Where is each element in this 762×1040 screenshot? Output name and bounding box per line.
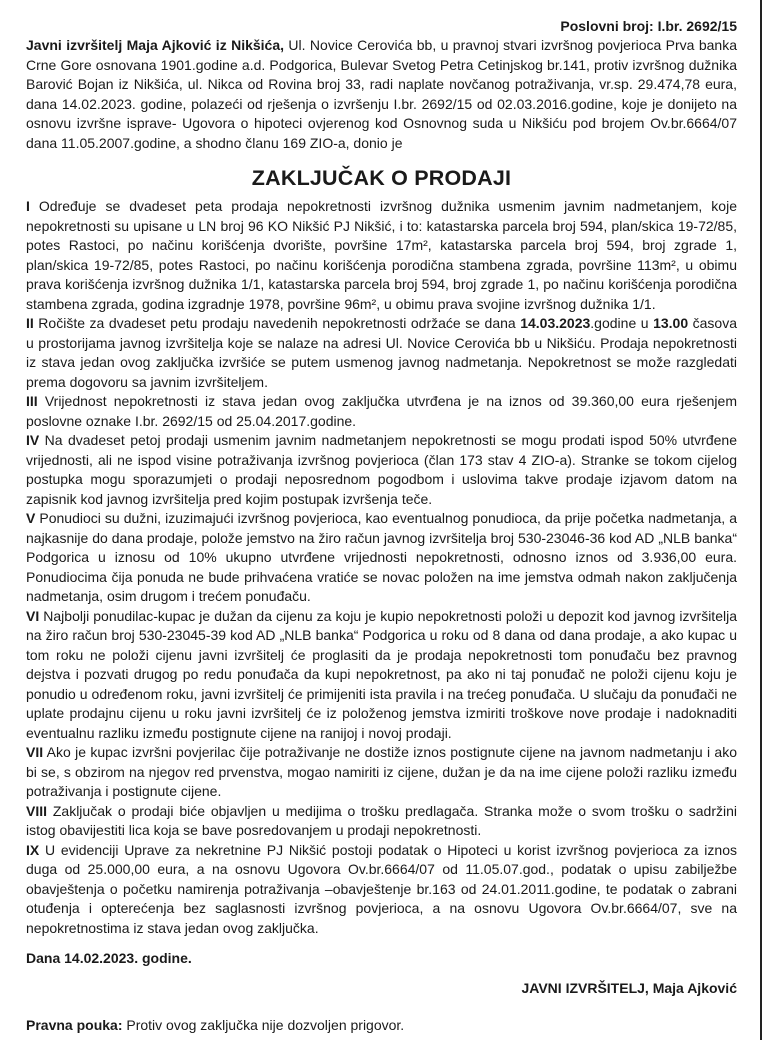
intro-paragraph [26, 36, 737, 153]
section-text: Ročište za dvadeset petu prodaju navedenih nepokretnosti održaće se dana [33, 315, 521, 331]
legal-note-text: Protiv ovog zaključka nije dozvoljen prigovor. [122, 1017, 405, 1033]
document-title: ZAKLJUČAK O PRODAJI [251, 166, 512, 190]
executor-name: Javni izvršitelj Maja Ajković iz Nikšića, [26, 37, 285, 53]
section-number: V [26, 510, 36, 526]
section-6 [26, 607, 737, 744]
section-text: .godine u [590, 315, 654, 331]
section-number: VIII [26, 802, 48, 819]
section-text: Vrijednost nepokretnosti iz stava jedan ovog zaključka utvrđena je na iznos od 39.360,00 eura rješenjem poslovne oznake I.br. 2692/15 od 25.04.2017.godine. [26, 393, 737, 429]
issue-date: Dana 14.02.2023. godine. [26, 950, 192, 966]
section-4 [26, 431, 737, 509]
section-number: VI [26, 607, 40, 624]
section-text: U evidenciji Uprave za nekretnine PJ Nikšić postoji podatak o Hipoteci u korist izvršnog povjerioca za iznos duga od 25.000,00 eura, a na osnovu Ugovora Ov.br.6664/07 od 11.05.07.god., podatak o upisu zabilježbe obavještenja o početku namirenja potraživanja –obavještenje br.163 od 24.01.2011.godine, te podatak o zabrani otuđenja i opterećenja bez saglasnosti izvršnog povjerioca, a na osnovu Ugovora Ov.br.6664/07, sve na nepokretnostima iz stava jedan ovog zaključka. [26, 841, 737, 936]
section-number: III [26, 393, 38, 409]
section-number: II [26, 315, 34, 331]
section-text: Zaključak o prodaji biće objavljen u medijima o trošku predlagača. Stranka može o svom trošku o sadržini istog obavijestiti lica koja se bave posredovanjem u prodaji nepokretnosti. [26, 802, 737, 838]
legal-note-label: Pravna pouka: [26, 1017, 123, 1033]
section-text: časova u prostorijama javnog izvršitelja koje se nalaze na adresi Ul. Novice Cerovića bb u Nikšiću. Prodaja nepokretnosti iz stava jedan ovog zaključka izvršiće se putem usmenog javnog nadmetanja. Nepokretnost se može razgledati prema dogovoru sa javnim izvršiteljem. [26, 315, 738, 390]
section-number: I [26, 198, 30, 214]
section-number: IV [26, 432, 40, 448]
section-text: Ponudioci su dužni, izuzimajući izvršnog povjerioca, kao eventualnog ponudioca, da prije početka nadmetanja, a najkasnije do dana prodaje, polože jemstvo na žiro račun javnog izvršitelja broj 530-23046-36 kod AD „NLB banka“ Podgorica u iznosu od 10% ukupno utvrđene vrijednosti nepokretnosti, odnosno iznos od 3.936,00 eura. Ponudiocima čija ponuda ne bude prihvaćena vratiće se novac položen na ime jemstva odmah nakon zaključenja nadmetanja, osim drugom i trećem ponuđaču. [26, 510, 737, 604]
hearing-date: 14.03.2023 [520, 315, 591, 331]
section-text: Određuje se dvadeset peta prodaja nepokretnosti izvršnog dužnika usmenim javnim nadmetanjem, koje nepokretnosti su upisane u LN broj 96 KO Nikšić PJ Nikšić, i to: katastarska parcela broj 594, plan/skica 19-72/85, potes Rastoci, po načinu korišćenja dvorište, površine 17m², katastarska parcela broj 594, broj zgrade 1, plan/skica 19-72/85, potes Rastoci, po načinu korišćenja porodična stambena zgrada, površine 113m², u obimu prava korišćenja izvršnog dužnika 1/1, katastarska parcela broj 594, broj zgrade 1, po načinu korišćenja porodična stambena zgrada, godina izgradnje 1978, površine 96m², u obimu prava svojine izvršnog dužnika 1/1. [26, 198, 737, 312]
signature: JAVNI IZVRŠITELJ, Maja Ajković [521, 980, 737, 996]
section-9 [26, 841, 737, 939]
hearing-time: 13.00 [653, 315, 689, 331]
section-number: VII [26, 744, 44, 760]
section-number: IX [26, 841, 40, 858]
section-3 [26, 392, 737, 431]
section-text: Najbolji ponudilac-kupac je dužan da cijenu za koju je kupio nepokretnosti položi u depozit kod javnog izvršitelja na žiro račun broj 530-23045-39 kod AD „NLB banka“ Podgorica u roku od 8 dana od dana prodaje, a ako kupac u tom roku ne položi cijenu javni izvršitelj će proglasiti da je prodaja nepokretnosti tom ponuđaču bez pravnog dejstva i pozvati drugog po redu ponuđača da kupi nepokretnost, pa ako ni taj ponuđač ne položi cijenu koju je ponudio u određenom roku, javni izvršitelj će primijeniti ista pravila i na trećeg ponuđača. U slučaju da ponuđači ne uplate prodajnu cijenu u roku javni izvršitelj će iz položenog jemstva izmiriti troškove nove prodaje i nadoknaditi eventualnu razliku između postignute cijene na ranijoj i novoj prodaji. [26, 607, 737, 741]
section-text: Na dvadeset petoj prodaji usmenim javnim nadmetanjem nepokretnosti se mogu prodati ispod 50% utvrđene vrijednosti, ali ne ispod visine potraživanja izvršnog povjerioca (član 173 stav 4 ZIO-a). Stranke se tokom cijelog postupka mogu sporazumjeti o prodaji neposrednom pogodbom i uslovima takve prodaje izjavom datom na zapisnik kod javnog izvršitelja pred kojim postupak izvršenja teče. [26, 432, 737, 507]
section-text: Ako je kupac izvršni povjerilac čije potraživanje ne dostiže iznos postignute cijene na javnom nadmetanju i ako bi se, s obzirom na njegov red prvenstva, mogao namiriti iz cijene, dužan je da na ime cijene položi razliku između potraživanja i postignute cijene. [26, 744, 737, 799]
case-number: Poslovni broj: I.br. 2692/15 [560, 18, 737, 34]
section-2 [26, 314, 737, 392]
section-1 [26, 197, 737, 314]
section-5 [26, 509, 737, 607]
section-8 [26, 802, 737, 841]
section-7 [26, 743, 737, 802]
legal-note [26, 1015, 737, 1035]
intro-text: Ul. Novice Cerovića bb, u pravnoj stvari izvršnog povjerioca Prva banka Crne Gore osnovana 1901.godine a.d. Podgorica, Bulevar Svetog Petra Cetinjskog br.141, protiv izvršnog dužnika Barović Bojan iz Nikšića, ul. Nikca od Rovina broj 33, radi naplate novčanog potraživanja, vr.sp. 29.474,78 eura, dana 14.02.2023. godine, polazeći od rješenja o izvršenju I.br. 2692/15 od 02.03.2016.godine, koje je donijeto na osnovu izvršne isprave- Ugovora o hipoteci ovjerenog kod Osnovnog suda u Nikšiću pod brojem Ov.br.6664/07 dana 11.05.2007.godine, a shodno članu 169 ZIO-a, donio je [26, 37, 738, 151]
